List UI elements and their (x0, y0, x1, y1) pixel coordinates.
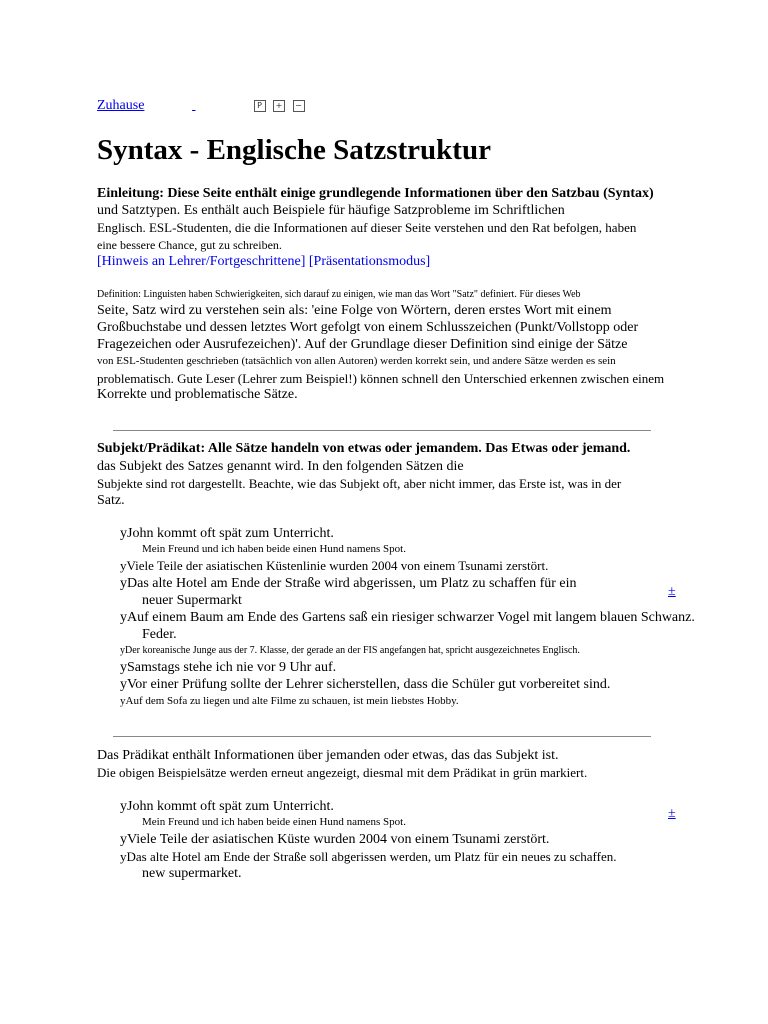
predicate-toggle-button[interactable]: ± (668, 806, 676, 821)
intro-line-1: Einleitung: Diese Seite enthält einige grundlegende Informationen über den Satzbau (Syntax) (97, 186, 654, 201)
intro-line-3: Englisch. ESL-Studenten, die die Informationen auf dieser Seite verstehen und den Rat befolgen, haben (97, 220, 637, 235)
intro-line-2: und Satztypen. Es enthält auch Beispiele für häufige Satzprobleme im Schriftlichen (97, 203, 565, 218)
intro-line-4: eine bessere Chance, gut zu schreiben. (97, 238, 282, 252)
subject-example-4b: Feder. (142, 627, 177, 642)
presentation-mode-link[interactable]: [Präsentationsmodus] (308, 254, 431, 269)
subject-example-1: yJohn kommt oft spät zum Unterricht. (120, 526, 334, 541)
top-nav (97, 98, 305, 114)
nav-link-2[interactable] (192, 98, 246, 114)
zoom-in-icon[interactable]: + (273, 100, 285, 112)
subject-example-7: yVor einer Prüfung sollte der Lehrer sicherstellen, dass die Schüler gut vorbereitet sind. (120, 677, 611, 692)
subject-example-5: yDer koreanische Junge aus der 7. Klasse, der gerade an der FIS angefangen hat, spricht ausgezeichnetes Englisch. (120, 645, 580, 656)
definition-line-1: Definition: Linguisten haben Schwierigkeiten, sich darauf zu einigen, wie man das Wort "Satz" definiert. Für dieses Web (97, 289, 581, 300)
predicate-example-3b: new supermarket. (142, 866, 242, 881)
definition-line-4: Fragezeichen oder Ausrufezeichen)'. Auf der Grundlage dieser Definition sind einige der Sätze (97, 337, 628, 352)
subject-line-1: Subjekt/Prädikat: Alle Sätze handeln von etwas oder jemandem. Das Etwas oder jemand. (97, 441, 631, 456)
subject-example-3b: neuer Supermarkt (142, 593, 242, 608)
subject-example-2: yViele Teile der asiatischen Küstenlinie wurden 2004 von einem Tsunami zerstört. (120, 558, 549, 573)
subject-example-8: yAuf dem Sofa zu liegen und alte Filme zu schauen, ist mein liebstes Hobby. (120, 695, 459, 707)
predicate-example-2: yViele Teile der asiatischen Küste wurden 2004 von einem Tsunami zerstört. (120, 832, 550, 847)
teacher-note-link[interactable]: [Hinweis an Lehrer/Fortgeschrittene] (97, 254, 306, 269)
subject-line-3: Subjekte sind rot dargestellt. Beachte, wie das Subjekt oft, aber nicht immer, das Erste ist, was in der (97, 476, 622, 491)
intro-links (97, 254, 430, 270)
definition-line-7: Korrekte und problematische Sätze. (97, 387, 298, 402)
divider-2 (113, 736, 651, 737)
home-link[interactable]: Zuhause (97, 98, 145, 113)
predicate-line-1: Das Prädikat enthält Informationen über jemanden oder etwas, das das Subjekt ist. (97, 748, 559, 763)
definition-line-2: Seite, Satz wird zu verstehen sein als: 'eine Folge von Wörtern, deren erstes Wort mit einem (97, 303, 612, 318)
predicate-example-3: yDas alte Hotel am Ende der Straße soll abgerissen werden, um Platz für ein neues zu schaffen. (120, 849, 617, 864)
definition-line-3: Großbuchstabe und dessen letztes Wort gefolgt von einem Schlusszeichen (Punkt/Vollstopp oder (97, 320, 639, 335)
print-icon[interactable]: P (254, 100, 266, 112)
page-title: Syntax - Englische Satzstruktur (97, 134, 491, 166)
subject-example-4: yAuf einem Baum am Ende des Gartens saß ein riesiger schwarzer Vogel mit langem blauen Schwanz. (120, 610, 695, 625)
subject-line-4: Satz. (97, 493, 125, 508)
zoom-out-icon[interactable]: − (293, 100, 305, 112)
subject-example-1b: Mein Freund und ich haben beide einen Hund namens Spot. (142, 543, 406, 555)
definition-line-6: problematisch. Gute Leser (Lehrer zum Beispiel!) können schnell den Unterschied erkennen zwischen einem (97, 371, 665, 386)
predicate-example-1: yJohn kommt oft spät zum Unterricht. (120, 799, 334, 814)
definition-line-5: von ESL-Studenten geschrieben (tatsächlich von allen Autoren) werden korrekt sein, und andere Sätze werden es sein (97, 355, 616, 367)
predicate-example-1b: Mein Freund und ich haben beide einen Hund namens Spot. (142, 816, 406, 828)
subject-example-3: yDas alte Hotel am Ende der Straße wird abgerissen, um Platz zu schaffen für ein (120, 576, 577, 591)
divider-1 (113, 430, 651, 431)
subject-line-2: das Subjekt des Satzes genannt wird. In den folgenden Sätzen die (97, 459, 464, 474)
subject-toggle-button[interactable]: ± (668, 584, 676, 599)
predicate-line-2: Die obigen Beispielsätze werden erneut angezeigt, diesmal mit dem Prädikat in grün markiert. (97, 765, 588, 780)
subject-example-6: ySamstags stehe ich nie vor 9 Uhr auf. (120, 660, 337, 675)
